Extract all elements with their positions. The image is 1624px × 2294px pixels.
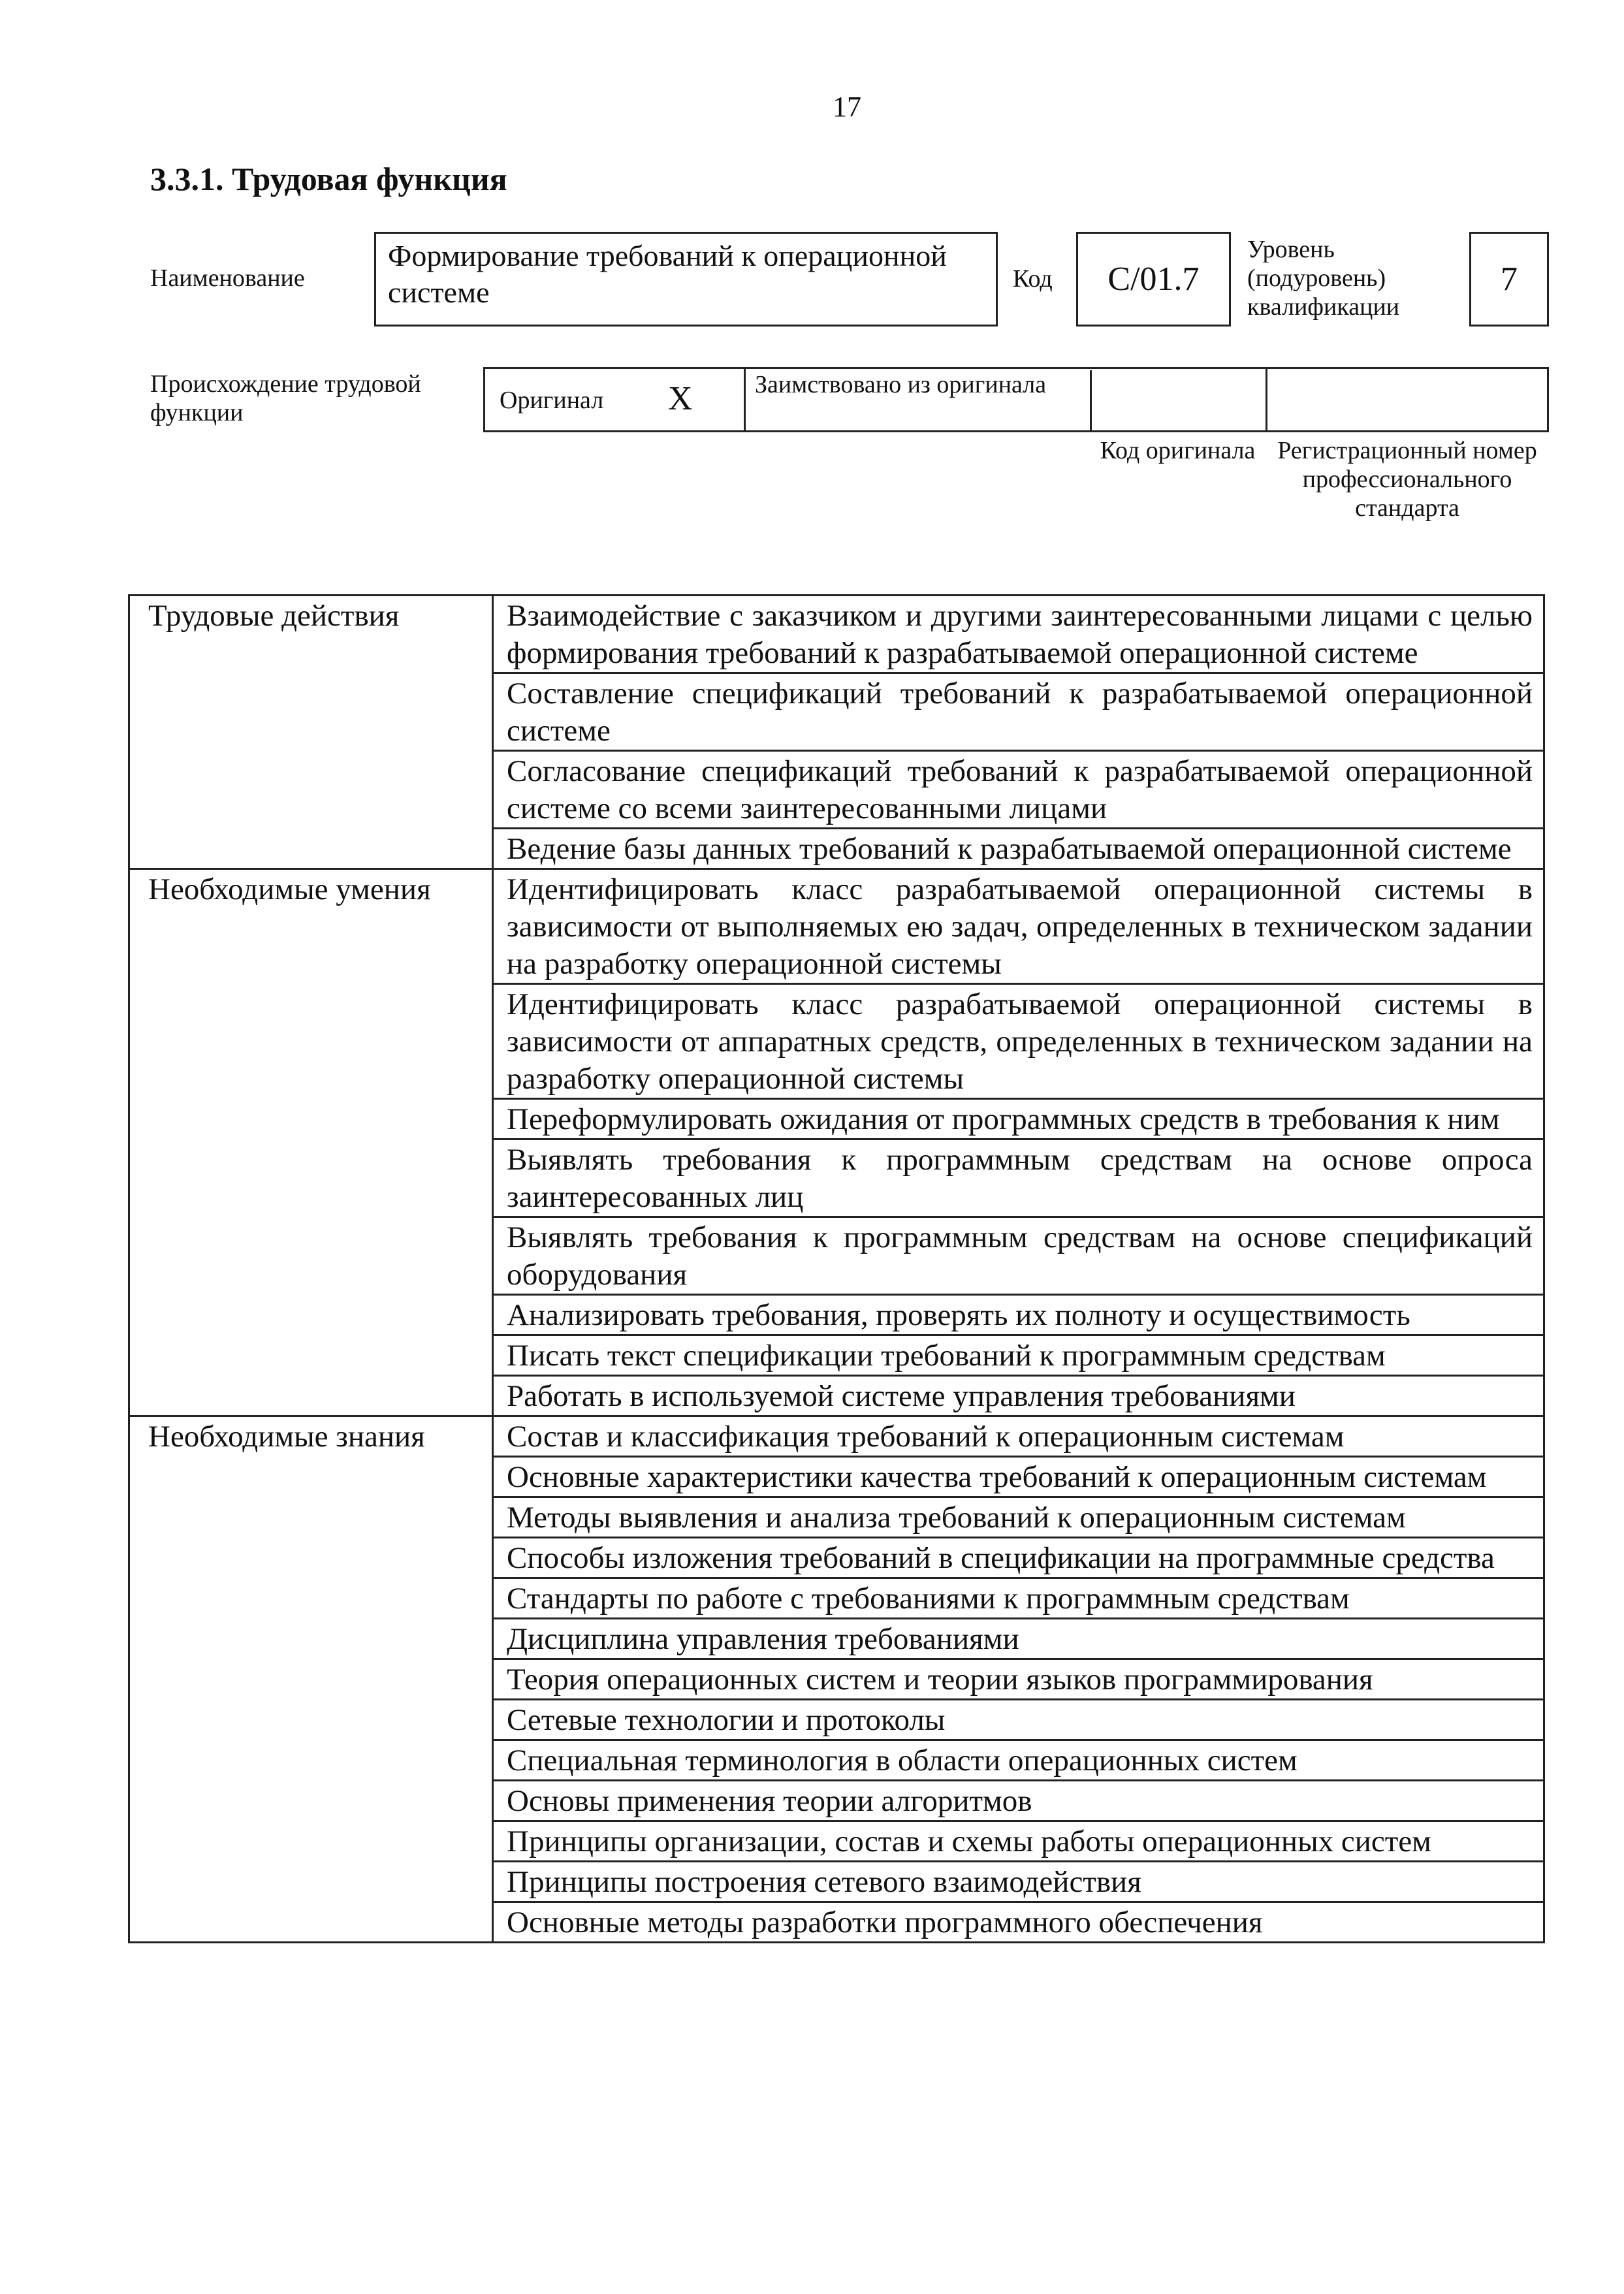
- item-cell: Стандарты по работе с требованиями к программным средствам: [493, 1578, 1544, 1619]
- item-cell: Методы выявления и анализа требований к операционным системам: [493, 1497, 1544, 1538]
- origin-label: Происхождение трудовой функции: [150, 370, 421, 426]
- item-cell: Идентифицировать класс разрабатываемой операционной системы в зависимости от аппаратных средств, определенных в техническом задании на разработку операционной системы: [493, 984, 1544, 1099]
- item-cell: Основные характеристики качества требований к операционным системам: [493, 1457, 1544, 1497]
- level-label: Уровень (подуровень) квалификации: [1247, 236, 1400, 321]
- item-cell: Теория операционных систем и теории языков программирования: [493, 1659, 1544, 1700]
- reg-number-caption: Регистрационный номер профессионального стандарта: [1277, 437, 1537, 522]
- category-cell: Необходимые знания: [129, 1416, 493, 1943]
- code-label: Код: [1013, 265, 1053, 293]
- item-cell: Взаимодействие с заказчиком и другими заинтересованными лицами с целью формирования требований к разрабатываемой операционной системе: [493, 596, 1544, 673]
- item-cell: Выявлять требования к программным средствам на основе опроса заинтересованных лиц: [493, 1139, 1544, 1217]
- table-row: [129, 596, 1544, 673]
- item-cell: Составление спецификаций требований к разрабатываемой операционной системе: [493, 673, 1544, 751]
- origin-original-cell: [485, 369, 746, 430]
- item-cell: Писать текст спецификации требований к программным средствам: [493, 1335, 1544, 1376]
- item-cell: Состав и классификация требований к операционным системам: [493, 1416, 1544, 1457]
- borrowed-cell: [746, 370, 1092, 430]
- original-mark: X: [668, 380, 693, 417]
- item-cell: Специальная терминология в области операционных систем: [493, 1740, 1544, 1781]
- competency-table: [128, 594, 1545, 1943]
- item-cell: Способы изложения требований в спецификации на программные средства: [493, 1538, 1544, 1578]
- item-cell: Дисциплина управления требованиями: [493, 1619, 1544, 1659]
- item-cell: Принципы организации, состав и схемы работы операционных систем: [493, 1821, 1544, 1862]
- code-value-box: [1076, 232, 1231, 327]
- name-value: Формирование требований к операционной системе: [388, 239, 947, 309]
- code-original-caption: Код оригинала: [1100, 437, 1256, 464]
- level-value: 7: [1501, 260, 1518, 298]
- level-value-box: [1469, 232, 1549, 327]
- category-cell: Необходимые умения: [129, 869, 493, 1416]
- origin-reg-cell: [1267, 369, 1547, 430]
- code-value: C/01.7: [1107, 260, 1200, 298]
- name-value-box: [374, 232, 998, 327]
- item-cell: Идентифицировать класс разрабатываемой операционной системы в зависимости от выполняемых ею задач, определенных в техническом задании на разработку операционной системы: [493, 869, 1544, 984]
- item-cell: Принципы построения сетевого взаимодействия: [493, 1862, 1544, 1902]
- item-cell: Анализировать требования, проверять их полноту и осуществимость: [493, 1295, 1544, 1335]
- item-cell: Ведение базы данных требований к разрабатываемой операционной системе: [493, 829, 1544, 869]
- item-cell: Выявлять требования к программным средствам на основе спецификаций оборудования: [493, 1217, 1544, 1295]
- original-label: Оригинал: [500, 387, 604, 414]
- section-heading: 3.3.1. Трудовая функция: [150, 161, 507, 197]
- item-cell: Согласование спецификаций требований к разрабатываемой операционной системе со всеми заинтересованными лицами: [493, 751, 1544, 829]
- item-cell: Переформулировать ожидания от программных средств в требования к ним: [493, 1099, 1544, 1139]
- item-cell: Работать в используемой системе управления требованиями: [493, 1376, 1544, 1416]
- item-cell: Сетевые технологии и протоколы: [493, 1700, 1544, 1740]
- borrowed-label: Заимствовано из оригинала: [755, 371, 1047, 398]
- item-cell: Основные методы разработки программного обеспечения: [493, 1902, 1544, 1943]
- origin-code-cell: [1094, 369, 1267, 430]
- origin-table: [483, 367, 1549, 432]
- table-row: [129, 1416, 1544, 1457]
- category-cell: Трудовые действия: [129, 596, 493, 869]
- page-number: 17: [833, 91, 861, 123]
- table-row: [129, 869, 1544, 984]
- name-label: Наименование: [150, 264, 305, 292]
- item-cell: Основы применения теории алгоритмов: [493, 1781, 1544, 1821]
